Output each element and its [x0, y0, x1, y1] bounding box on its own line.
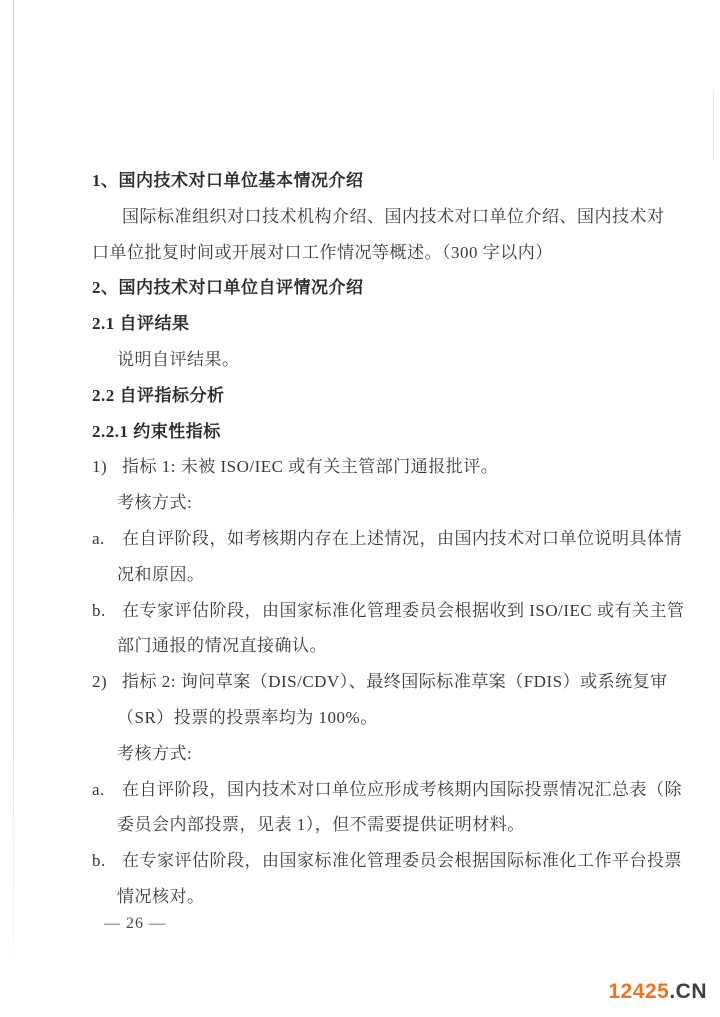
- paragraph-line: [117, 485, 720, 521]
- list-marker: a.: [92, 528, 105, 548]
- list-marker: b.: [92, 600, 106, 620]
- list-item-text: 指标 1: 未被 ISO/IEC 或有关主管部门通报批评。: [122, 457, 499, 477]
- paragraph-text: 考核方式:: [117, 743, 193, 763]
- site-watermark: [608, 980, 707, 1004]
- heading-text: 2.1 自评结果: [92, 314, 190, 334]
- list-item-indicator-2: [92, 664, 720, 700]
- heading-text: 2.2.1 约束性指标: [92, 421, 221, 441]
- paragraph-text: 口单位批复时间或开展对口工作情况等概述。（300 字以内）: [92, 242, 553, 262]
- list-marker: 2): [92, 672, 108, 692]
- list-marker: a.: [92, 779, 105, 799]
- document-body: [0, 163, 720, 915]
- paragraph-text: 考核方式:: [117, 493, 193, 513]
- paragraph-text: 国际标准组织对口技术机构介绍、国内技术对口单位介绍、国内技术对: [122, 206, 665, 226]
- scan-edge-right: [713, 90, 714, 160]
- paragraph-text: 委员会内部投票，见表 1），但不需要提供证明材料。: [117, 815, 525, 835]
- paragraph-text: 说明自评结果。: [117, 349, 240, 369]
- paragraph-text: 部门通报的情况直接确认。: [117, 636, 327, 656]
- paragraph-line: [122, 199, 720, 235]
- paragraph-line: [117, 342, 720, 378]
- list-item-text: 在自评阶段，国内技术对口单位应形成考核期内国际投票情况汇总表（除: [122, 779, 682, 799]
- heading-text: 1、国内技术对口单位基本情况介绍: [92, 171, 364, 190]
- section-heading-2-1: [92, 306, 720, 342]
- heading-text: 2、国内技术对口单位自评情况介绍: [92, 278, 364, 298]
- list-marker: b.: [92, 851, 106, 871]
- section-heading-2-2-1: [92, 414, 720, 450]
- list-item-indicator-1: [92, 449, 720, 485]
- list-item-text: 在专家评估阶段，由国家标准化管理委员会根据收到 ISO/IEC 或有关主管: [122, 600, 685, 620]
- paragraph-text: 情况核对。: [117, 886, 205, 906]
- list-item-a: [92, 772, 720, 808]
- heading-text: 2.2 自评指标分析: [92, 385, 225, 405]
- paragraph-text: （SR）投票的投票率均为 100%。: [117, 707, 378, 727]
- list-item-a: [92, 521, 720, 557]
- page-number: — 26 —: [104, 915, 166, 932]
- list-marker: 1): [92, 457, 108, 477]
- list-item-continuation: [117, 557, 720, 593]
- section-heading-1: [92, 163, 720, 199]
- list-item-continuation: [117, 879, 720, 915]
- list-item-b: [92, 843, 720, 879]
- section-heading-2: [92, 270, 720, 306]
- list-item-continuation: [117, 700, 720, 736]
- watermark-site-text: 12425: [608, 980, 670, 1003]
- list-item-text: 在自评阶段，如考核期内存在上述情况，由国内技术对口单位说明具体情: [122, 528, 682, 548]
- list-item-text: 在专家评估阶段，由国家标准化管理委员会根据国际标准化工作平台投票: [122, 851, 682, 871]
- paragraph-line: [92, 235, 720, 271]
- watermark-tld-text: .CN: [669, 980, 707, 1003]
- list-item-continuation: [117, 628, 720, 664]
- paragraph-line: [117, 736, 720, 772]
- list-item-text: 指标 2: 询问草案（DIS/CDV）、最终国际标准草案（FDIS）或系统复审: [122, 672, 668, 692]
- list-item-continuation: [117, 807, 720, 843]
- section-heading-2-2: [92, 378, 720, 414]
- paragraph-text: 况和原因。: [117, 564, 205, 584]
- list-item-b: [92, 593, 720, 629]
